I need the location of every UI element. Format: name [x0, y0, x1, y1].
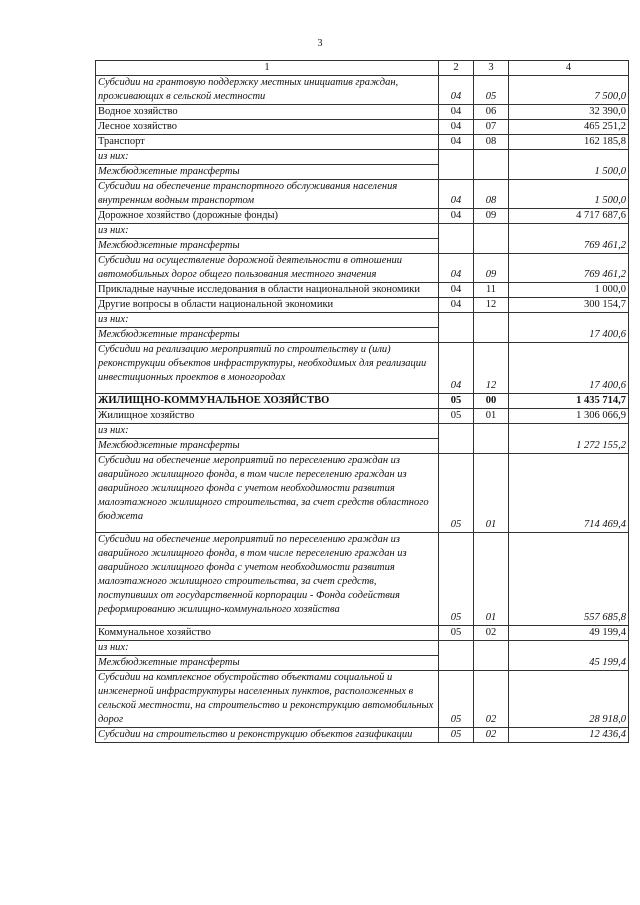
table-row [96, 180, 629, 209]
row-amount: 1 000,0 [509, 283, 629, 298]
row-amount: 1 435 714,7 [509, 394, 629, 409]
row-amount: 17 400,6 [509, 343, 629, 394]
row-name: Межбюджетные трансферты [96, 239, 439, 254]
row-name: Водное хозяйство [96, 105, 439, 120]
row-name: из них: [96, 641, 439, 656]
table-row [96, 533, 629, 626]
row-name: Субсидии на строительство и реконструкцию объектов газификации [96, 728, 439, 743]
row-amount: 28 918,0 [509, 671, 629, 728]
row-subsection: 08 [474, 180, 509, 209]
row-section: 04 [439, 120, 474, 135]
row-subsection [474, 424, 509, 454]
row-section: 04 [439, 283, 474, 298]
row-amount: 1 500,0 [509, 180, 629, 209]
row-amount: 162 185,8 [509, 135, 629, 150]
row-amount: 1 272 155,2 [509, 424, 629, 454]
row-name: Межбюджетные трансферты [96, 656, 439, 671]
row-name: Межбюджетные трансферты [96, 439, 439, 454]
row-subsection: 02 [474, 626, 509, 641]
row-name: Межбюджетные трансферты [96, 328, 439, 343]
table-row [96, 671, 629, 728]
row-name: Лесное хозяйство [96, 120, 439, 135]
row-subsection: 09 [474, 209, 509, 224]
row-name: Дорожное хозяйство (дорожные фонды) [96, 209, 439, 224]
row-name: Жилищное хозяйство [96, 409, 439, 424]
row-name: Межбюджетные трансферты [96, 165, 439, 180]
row-section: 04 [439, 105, 474, 120]
row-name: из них: [96, 150, 439, 165]
row-subsection: 08 [474, 135, 509, 150]
table-row [96, 728, 629, 743]
budget-table [95, 60, 629, 743]
row-amount: 12 436,4 [509, 728, 629, 743]
row-subsection: 01 [474, 454, 509, 533]
row-amount: 1 500,0 [509, 150, 629, 180]
row-name: Субсидии на обеспечение мероприятий по переселению граждан из аварийного жилищного фонда, в том числе переселению граждан из аварийного жилищного фонда с учетом необходимости развития малоэтажного жилищного строительства, за счет средств областного бюджета [96, 454, 439, 533]
row-amount: 769 461,2 [509, 224, 629, 254]
table-row [96, 120, 629, 135]
row-amount: 4 717 687,6 [509, 209, 629, 224]
row-name: Транспорт [96, 135, 439, 150]
row-subsection: 12 [474, 343, 509, 394]
row-section [439, 313, 474, 343]
header-col-3: 3 [474, 61, 509, 76]
row-name: ЖИЛИЩНО-КОММУНАЛЬНОЕ ХОЗЯЙСТВО [96, 394, 439, 409]
row-section: 05 [439, 394, 474, 409]
row-name: Субсидии на обеспечение мероприятий по переселению граждан из аварийного жилищного фонда, в том числе переселению граждан из аварийного жилищного фонда с учетом необходимости развития малоэтажного жилищного строительства, за счет средств, поступивших от государственной корпорации - Фонда содействия реформированию жилищно-коммунального хозяйства [96, 533, 439, 626]
row-section: 05 [439, 409, 474, 424]
row-section: 05 [439, 533, 474, 626]
row-name: Субсидии на осуществление дорожной деятельности в отношении автомобильных дорог общего пользования местного значения [96, 254, 439, 283]
row-section: 04 [439, 76, 474, 105]
row-subsection: 06 [474, 105, 509, 120]
row-amount: 32 390,0 [509, 105, 629, 120]
table-row [96, 394, 629, 409]
row-amount: 49 199,4 [509, 626, 629, 641]
header-col-2: 2 [439, 61, 474, 76]
row-subsection: 02 [474, 671, 509, 728]
row-subsection: 02 [474, 728, 509, 743]
row-subsection: 01 [474, 533, 509, 626]
row-section: 04 [439, 209, 474, 224]
header-col-4: 4 [509, 61, 629, 76]
row-section [439, 224, 474, 254]
row-amount: 465 251,2 [509, 120, 629, 135]
row-name: Субсидии на грантовую поддержку местных инициатив граждан, проживающих в сельской местности [96, 76, 439, 105]
table-row [96, 224, 629, 239]
row-section: 04 [439, 343, 474, 394]
row-amount: 45 199,4 [509, 641, 629, 671]
row-amount: 17 400,6 [509, 313, 629, 343]
page-number: 3 [317, 38, 323, 49]
row-name: Коммунальное хозяйство [96, 626, 439, 641]
table-header-row [96, 61, 629, 76]
table-row [96, 150, 629, 165]
table-row [96, 424, 629, 439]
table-row [96, 105, 629, 120]
row-section: 04 [439, 180, 474, 209]
row-subsection: 07 [474, 120, 509, 135]
table-row [96, 313, 629, 328]
row-name: Субсидии на обеспечение транспортного обслуживания населения внутренним водным транспортом [96, 180, 439, 209]
row-name: из них: [96, 313, 439, 328]
row-section: 05 [439, 728, 474, 743]
row-name: Прикладные научные исследования в области национальной экономики [96, 283, 439, 298]
row-section: 04 [439, 254, 474, 283]
table-row [96, 343, 629, 394]
row-subsection: 00 [474, 394, 509, 409]
table-row [96, 254, 629, 283]
table-row [96, 454, 629, 533]
row-subsection: 01 [474, 409, 509, 424]
row-section [439, 641, 474, 671]
table-row [96, 283, 629, 298]
row-name: Субсидии на комплексное обустройство объектами социальной и инженерной инфраструктуры населенных пунктов, расположенных в сельской местности, на строительство и реконструкцию автомобильных дорог [96, 671, 439, 728]
row-section [439, 424, 474, 454]
row-section: 05 [439, 454, 474, 533]
row-amount: 714 469,4 [509, 454, 629, 533]
row-name: из них: [96, 224, 439, 239]
row-subsection: 09 [474, 254, 509, 283]
row-amount: 1 306 066,9 [509, 409, 629, 424]
table-row [96, 135, 629, 150]
table-row [96, 641, 629, 656]
table-row [96, 209, 629, 224]
row-subsection: 05 [474, 76, 509, 105]
row-section: 05 [439, 671, 474, 728]
row-subsection [474, 641, 509, 671]
header-col-1: 1 [96, 61, 439, 76]
row-section: 04 [439, 298, 474, 313]
row-amount: 557 685,8 [509, 533, 629, 626]
row-amount: 7 500,0 [509, 76, 629, 105]
table-row [96, 298, 629, 313]
table-row [96, 626, 629, 641]
row-name: Субсидии на реализацию мероприятий по строительству и (или) реконструкции объектов инфраструктуры, необходимых для реализации инвестиционных проектов в моногородах [96, 343, 439, 394]
row-name: Другие вопросы в области национальной экономики [96, 298, 439, 313]
row-name: из них: [96, 424, 439, 439]
row-amount: 769 461,2 [509, 254, 629, 283]
row-subsection: 11 [474, 283, 509, 298]
table-row [96, 76, 629, 105]
row-amount: 300 154,7 [509, 298, 629, 313]
row-subsection: 12 [474, 298, 509, 313]
row-section [439, 150, 474, 180]
row-section: 05 [439, 626, 474, 641]
row-subsection [474, 313, 509, 343]
row-subsection [474, 224, 509, 254]
row-section: 04 [439, 135, 474, 150]
table-row [96, 409, 629, 424]
row-subsection [474, 150, 509, 180]
